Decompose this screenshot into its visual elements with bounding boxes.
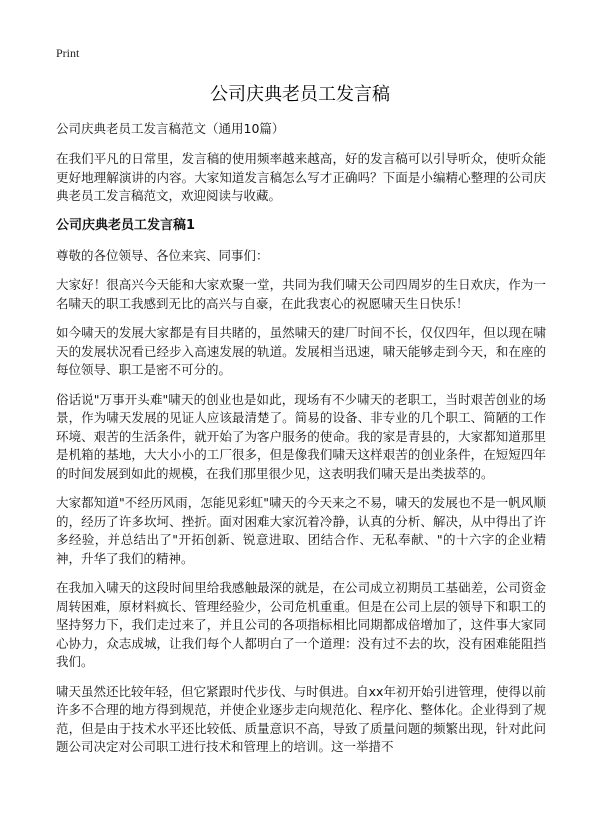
document-body [56, 120, 546, 768]
print-link[interactable]: Print [56, 46, 80, 60]
paragraph-hardship: 大家都知道"不经历风雨，怎能见彩虹"啸天的今天来之不易，啸天的发展也不是一帆风顺的，经历了许多坎坷、挫折。面对困难大家沉着冷静，认真的分析、解决，从中得出了许多经验，并总结出了"开拓创新、锐意进取、团结合作、无私奉献、"的十六字的企业精神，升华了我们的精神。 [56, 495, 546, 566]
paragraph-management: 啸天虽然还比较年轻，但它紧跟时代步伐、与时俱进。自xx年初开始引进管理，使得以前许多不合理的地方得到规范，并使企业逐步走向规范化、程序化、整体化。企业得到了规范，但是由于技术水平还比较低、质量意识不高，导致了质量问题的频繁出现，针对此问题公司决定对公司职工进行技术和管理上的培训。这一举措不 [56, 683, 546, 754]
page-title: 公司庆典老员工发言稿 [210, 84, 390, 105]
section-heading: 公司庆典老员工发言稿1 [56, 217, 196, 233]
paragraph-startup: 俗话说"万事开头难"啸天的创业也是如此，现场有不少啸天的老职工，当时艰苦创业的场景，作为啸天发展的见证人应该最清楚了。简易的设备、非专业的几个职工、简陋的工作环境、艰苦的生活条件，就开始了为客户服务的使命。我的家是青县的，大家都知道那里是机箱的基地，大大小小的工厂很多，但是像我们啸天这样艰苦的创业条件，在短短四年的时间发展到如此的规模，在我们那里很少见，这表明我们啸天是出类拔萃的。 [56, 391, 546, 481]
paragraph-salutation: 尊敬的各位领导、各位来宾、同事们： [56, 247, 269, 263]
intro-paragraph: 在我们平凡的日常里，发言稿的使用频率越来越高，好的发言稿可以引导听众，使听众能更好地理解演讲的内容。大家知道发言稿怎么写才正确吗？下面是小编精心整理的公司庆典老员工发言稿范文，欢迎阅读与收藏。 [56, 151, 546, 203]
paragraph-development: 如今啸天的发展大家都是有目共睹的，虽然啸天的建厂时间不长，仅仅四年，但以现在啸天的发展状况看已经步入高速发展的轨道。发展相当迅速，啸天能够走到今天，和在座的每位领导、职工是密不可分的。 [56, 325, 546, 377]
paragraph-greeting: 大家好！很高兴今天能和大家欢聚一堂，共同为我们啸天公司四周岁的生日欢庆，作为一名啸天的职工我感到无比的高兴与自豪，在此我衷心的祝愿啸天生日快乐！ [56, 277, 546, 311]
paragraph-experience: 在我加入啸天的这段时间里给我感触最深的就是，在公司成立初期员工基础差，公司资金周转困难，原材料疯长、管理经验少，公司危机重重。但是在公司上层的领导下和职工的坚持努力下，我们走过来了，并且公司的各项指标相比同期都成倍增加了，这件事大家同心协力，众志成城，让我们每个人都明白了一个道理：没有过不去的坎，没有困难能阻挡我们。 [56, 580, 546, 669]
document-subtitle: 公司庆典老员工发言稿范文（通用10篇） [56, 121, 285, 136]
